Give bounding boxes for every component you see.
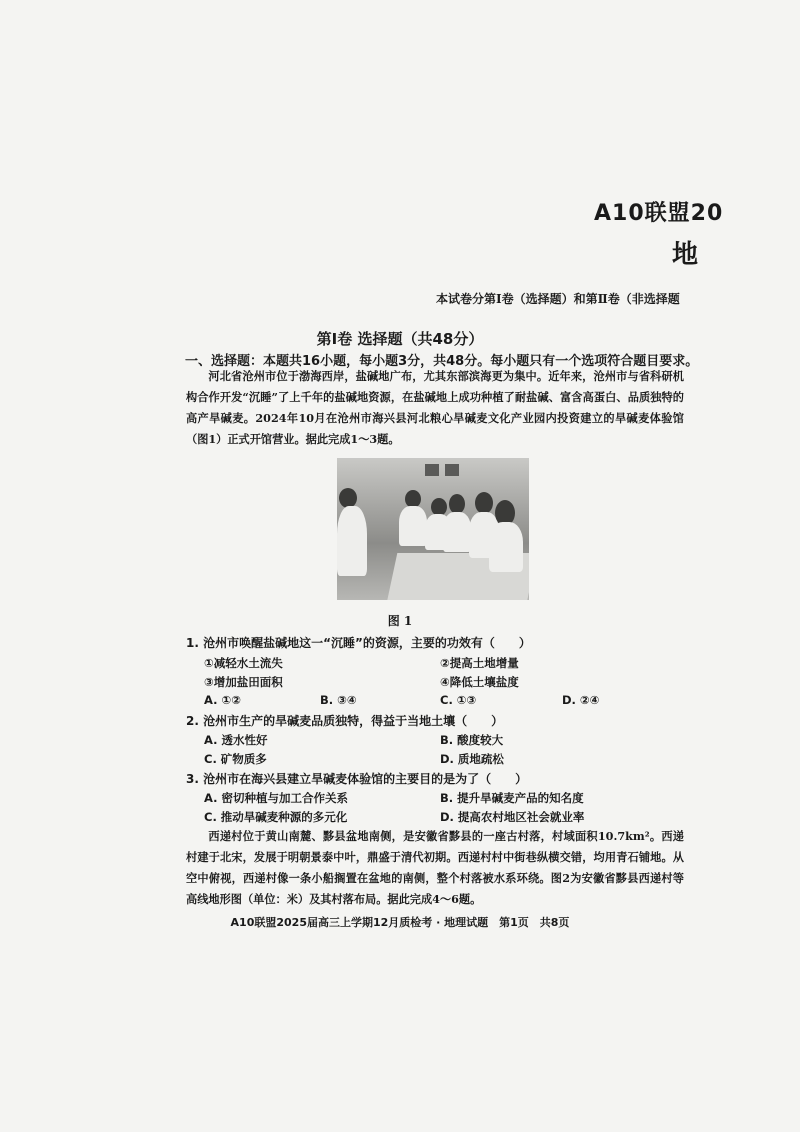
q3-option-b[interactable]: B. 提升旱碱麦产品的知名度 (440, 791, 584, 805)
q1-option-b[interactable]: B. ③④ (320, 693, 357, 707)
passage-cangzhou: 河北省沧州市位于渤海西岸，盐碱地广布，尤其东部滨海更为集中。近年来，沧州市与省科研机构合作开发“沉睡”了上千年的盐碱地资源，在盐碱地上成功种植了耐盐碱、富含高蛋白、品质独特的高产旱碱麦。2024年10月在沧州市海兴县河北粮心旱碱麦文化产业园内投资建立的旱碱麦体验馆（图1）正式开馆营业。据此完成1～3题。 (186, 369, 684, 446)
section-title: 第Ⅰ卷 选择题（共48分） (316, 330, 484, 348)
q1-option-a[interactable]: A. ①② (204, 693, 241, 707)
q2-option-c[interactable]: C. 矿物质多 (204, 752, 267, 766)
question-2-stem: 2. 沧州市生产的旱碱麦品质独特，得益于当地土壤（ ） (186, 714, 504, 728)
question-3-stem: 3. 沧州市在海兴县建立旱碱麦体验馆的主要目的是为了（ ） (186, 772, 528, 786)
exam-note: 本试卷分第Ⅰ卷（选择题）和第Ⅱ卷（非选择题 (436, 292, 680, 306)
figure-1-caption: 图 1 (387, 614, 413, 628)
question-1-stem: 1. 沧州市唤醒盐碱地这一“沉睡”的资源，主要的功效有（ ） (186, 636, 531, 650)
exam-title: A10联盟20 (594, 201, 724, 226)
passage-xidi: 西递村位于黄山南麓、黟县盆地南侧，是安徽省黟县的一座古村落，村域面积10.7km²。西递村建于北宋，发展于明朝景泰中叶，鼎盛于清代初期。西递村村中街巷纵横交错，均用青石铺地。从空中俯视，西递村像一条小船搁置在盆地的南侧，整个村落被水系环绕。图2为安徽省黟县西递村等高线地形图（单位：米）及其村落布局。据此完成4～6题。 (186, 829, 684, 906)
person-body (337, 506, 367, 576)
person-body (489, 522, 523, 572)
q2-option-d[interactable]: D. 质地疏松 (440, 752, 504, 766)
q2-option-b[interactable]: B. 酸度较大 (440, 733, 504, 747)
wall-sign (425, 464, 439, 476)
q1-statement-4: ④降低土壤盐度 (440, 675, 519, 689)
q1-statement-2: ②提高土地增量 (440, 656, 519, 670)
person-body (443, 512, 471, 552)
person-head (449, 494, 465, 514)
person-body (399, 506, 427, 546)
figure-1-photo (337, 458, 529, 600)
person-head (475, 492, 493, 514)
subject-title: 地 (672, 240, 699, 270)
q1-option-c[interactable]: C. ①③ (440, 693, 477, 707)
q3-option-a[interactable]: A. 密切种植与加工合作关系 (204, 791, 348, 805)
wall-sign (445, 464, 459, 476)
page-footer: A10联盟2025届高三上学期12月质检考 · 地理试题 第1页 共8页 (230, 916, 570, 929)
section-heading: 一、选择题：本题共16小题，每小题3分，共48分。每小题只有一个选项符合题目要求。 (185, 354, 699, 369)
q1-option-d[interactable]: D. ②④ (562, 693, 600, 707)
person-head (339, 488, 357, 508)
q3-option-d[interactable]: D. 提高农村地区社会就业率 (440, 810, 585, 824)
q1-statement-3: ③增加盐田面积 (204, 675, 283, 689)
q3-option-c[interactable]: C. 推动旱碱麦种源的多元化 (204, 810, 348, 824)
q1-statement-1: ①减轻水土流失 (204, 656, 283, 670)
q2-option-a[interactable]: A. 透水性好 (204, 733, 268, 747)
